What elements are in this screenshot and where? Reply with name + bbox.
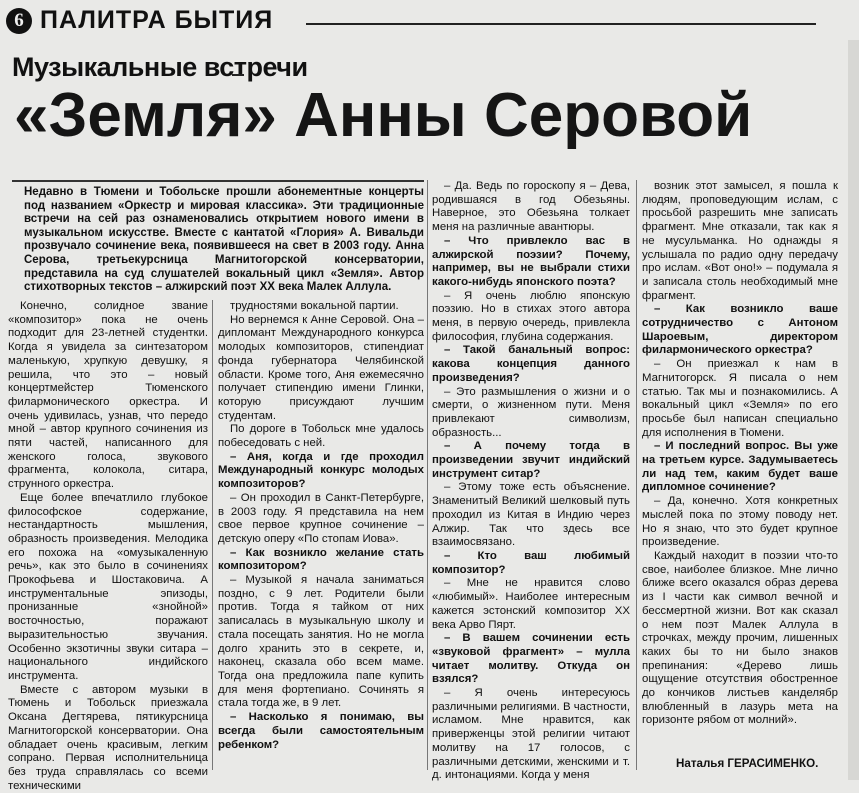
interview-question: – Такой банальный вопрос: какова концепция данного произведения? — [432, 344, 630, 384]
article-paragraph: Каждый находит в поэзии что-то свое, наиболее близкое. Мне лично ближе всего оказался образ дерева из I части как символ вечной и бессмертной жизни. Вот как сказал о нем поэт Малек Аллула в строчках, между прочим, лишенных каких бы то ни было знаков препинания: «Дерево лишь ощущение отсутствия обостренное до кончиков листьев канделябр влюбленный в лазурь мета на горизонте рябом от молний». — [642, 549, 838, 727]
interview-question: – И последний вопрос. Вы уже на третьем курсе. Задумываетесь ли над тем, каким будет ваше дипломное сочинение? — [642, 440, 838, 494]
article-column-2 — [218, 300, 424, 770]
article-column-1 — [8, 300, 208, 792]
article-headline: «Земля» Анны Серовой — [14, 81, 753, 150]
article-paragraph: – Он приезжал к нам в Магнитогорск. Я писала о нем статью. Так мы и познакомились. А вокальный цикл «Земля» по его просьбе был написан специально для исполнения в Тюмени. — [642, 358, 838, 439]
article-paragraph: Конечно, солидное звание «композитор» пока не очень подходит для 23-летней студентки. Когда я увидела за синтезатором маленькую, хрупкую девушку, я решила, что это – новый концертмейстер Тюменского филармонического оркестра. И очень удивилась, узнав, что передо мной – автор крупного сочинения из пяти частей, написанного для женского голоса, звукового фрагмента, колокола, ситара, струнного оркестра. — [8, 300, 208, 491]
interview-question: – Насколько я понимаю, вы всегда были самостоятельным ребенком? — [218, 711, 424, 751]
page-header — [6, 6, 856, 36]
interview-question: – Аня, когда и где проходил Международный конкурс молодых композиторов? — [218, 450, 424, 491]
header-rule — [306, 23, 816, 25]
interview-question: – Кто ваш любимый композитор? — [432, 549, 630, 576]
article-paragraph: Вместе с автором музыки в Тюмень и Тобольск приезжала Оксана Дегтярева, пятикурсница Магнитогорской консерватории. Она обладает очень красивым, легким сопрано. Первая исполнительница без труда справлялась со всеми техническими — [8, 683, 208, 792]
interview-question: – Что привлекло вас в алжирской поэзии? Почему, например, вы не выбрали стихи какого-нибудь японского поэта? — [432, 234, 630, 288]
article-paragraph: возник этот замысел, я пошла к людям, проповедующим ислам, с просьбой разрешить мне записать фрагмент. Мне отказали, так как я не мусульманка. Но однажды я услышала по радио одну передачу про ислам. «Вот оно!» – подумала я и записала столь необходимый мне фрагмент. — [642, 180, 838, 302]
page-number: 6 — [6, 8, 32, 34]
article-paragraph: трудностями вокальной партии. — [230, 300, 399, 312]
author-signature: Наталья ГЕРАСИМЕНКО. — [676, 757, 819, 770]
article-paragraph: – Да. Ведь по гороскопу я – Дева, родившаяся в год Обезьяны. Наверное, это Обезьяна толкает меня на различные авантюры. — [432, 180, 630, 234]
lead-paragraph: Недавно в Тюмени и Тобольске прошли абонементные концерты под названием «Оркестр и мировая классика». Эти традиционные встречи на сей раз ознаменовались открытием нового имени в музыкальном искусстве. Вместе с кантатой «Глория» А. Вивальди прозвучало сочинение века, появившееся на свет в 2003 году. Анна Серова, третьекурсница Магнитогорской консерватории, представила на суд слушателей вокальный цикл «Земля». Автор стихотворных текстов – алжирский поэт XX века Малек Аллула. — [24, 186, 424, 294]
column-divider — [636, 180, 637, 770]
section-rubric: ПАЛИТРА БЫТИЯ — [40, 6, 274, 34]
article-paragraph: – Мне не нравится слово «любимый». Наиболее интересным кажется эстонский композитор XX века Арво Пярт. — [432, 577, 630, 631]
article-paragraph: – Я очень люблю японскую поэзию. Но в стихах этого автора меня, в первую очередь, привлекла философия, глубина содержания. — [432, 289, 630, 343]
article-paragraph: – Да, конечно. Хотя конкретных мыслей пока по этому поводу нет. Но я знаю, что это будет крупное произведение. — [642, 495, 838, 549]
article-paragraph: Еще более впечатлило глубокое философское содержание, нестандартность мышления, образность произведения. Мелодика его похожа на «омузыкаленную речь», как это было в сочинениях Прокофьева и Шостаковича. А инструментальные эпизоды, пронизанные «знойной» восточностью, поражают выразительностью звучания. Особенно экзотичны звуки ситара – национального индийского инструмента. — [8, 491, 208, 682]
article-paragraph: Но вернемся к Анне Серовой. Она – дипломант Международного конкурса молодых композиторов, стипендиат фонда губернатора Челябинской области. Кроме того, Аня ежемесячно получает стипендию имени Глинки, которую присуждают лучшим студентам. — [218, 313, 424, 422]
series-title: Музыкальные встречи — [12, 52, 308, 82]
interview-question: – Как возникло желание стать композитором? — [218, 546, 424, 573]
article-column-3 — [432, 180, 630, 782]
column-divider — [212, 300, 213, 770]
interview-question: – Как возникло ваше сотрудничество с Антоном Шароевым, директором филармонического оркестра? — [642, 303, 838, 357]
column-divider — [427, 180, 428, 770]
article-paragraph: По дороге в Тобольск мне удалось побеседовать с ней. — [218, 423, 424, 450]
article-paragraph: – Я очень интересуюсь различными религиями. В частности, исламом. Мне нравится, как приверженцы этой религии читают молитву на 17 голосов, с различными детскими, женскими и т. д. интонациями. Когда у меня — [432, 687, 630, 782]
article-column-4 — [642, 180, 838, 740]
interview-question: – В вашем сочинении есть «звуковой фрагмент» – мулла читает молитву. Откуда он взялся? — [432, 632, 630, 686]
interview-question: – А почему тогда в произведении звучит индийский инструмент ситар? — [432, 440, 630, 480]
lead-box — [12, 180, 424, 292]
article-paragraph: – Он проходил в Санкт-Петербурге, в 2003 году. Я представила на нем свое первое крупное сочинение – детскую оперу «По стопам Иова». — [218, 491, 424, 545]
article-paragraph: – Это размышления о жизни и о смерти, о жизненном пути. Меня привлекают символизм, образность... — [432, 385, 630, 439]
article-paragraph: – Этому тоже есть объяснение. Знаменитый Великий шелковый путь проходил из Китая в Индию через Алжир. Так что здесь все взаимосвязано. — [432, 481, 630, 549]
article-paragraph: – Музыкой я начала заниматься поздно, с 9 лет. Родители были против. Тогда я тайком от них записалась в музыкальную школу и стала посещать занятия. Но не могла долго хранить это в секрете, и, наконец, сказала обо всем маме. Тогда она предложила папе купить для меня фортепиано. Сочинять я стала тогда же, в 9 лет. — [218, 574, 424, 710]
